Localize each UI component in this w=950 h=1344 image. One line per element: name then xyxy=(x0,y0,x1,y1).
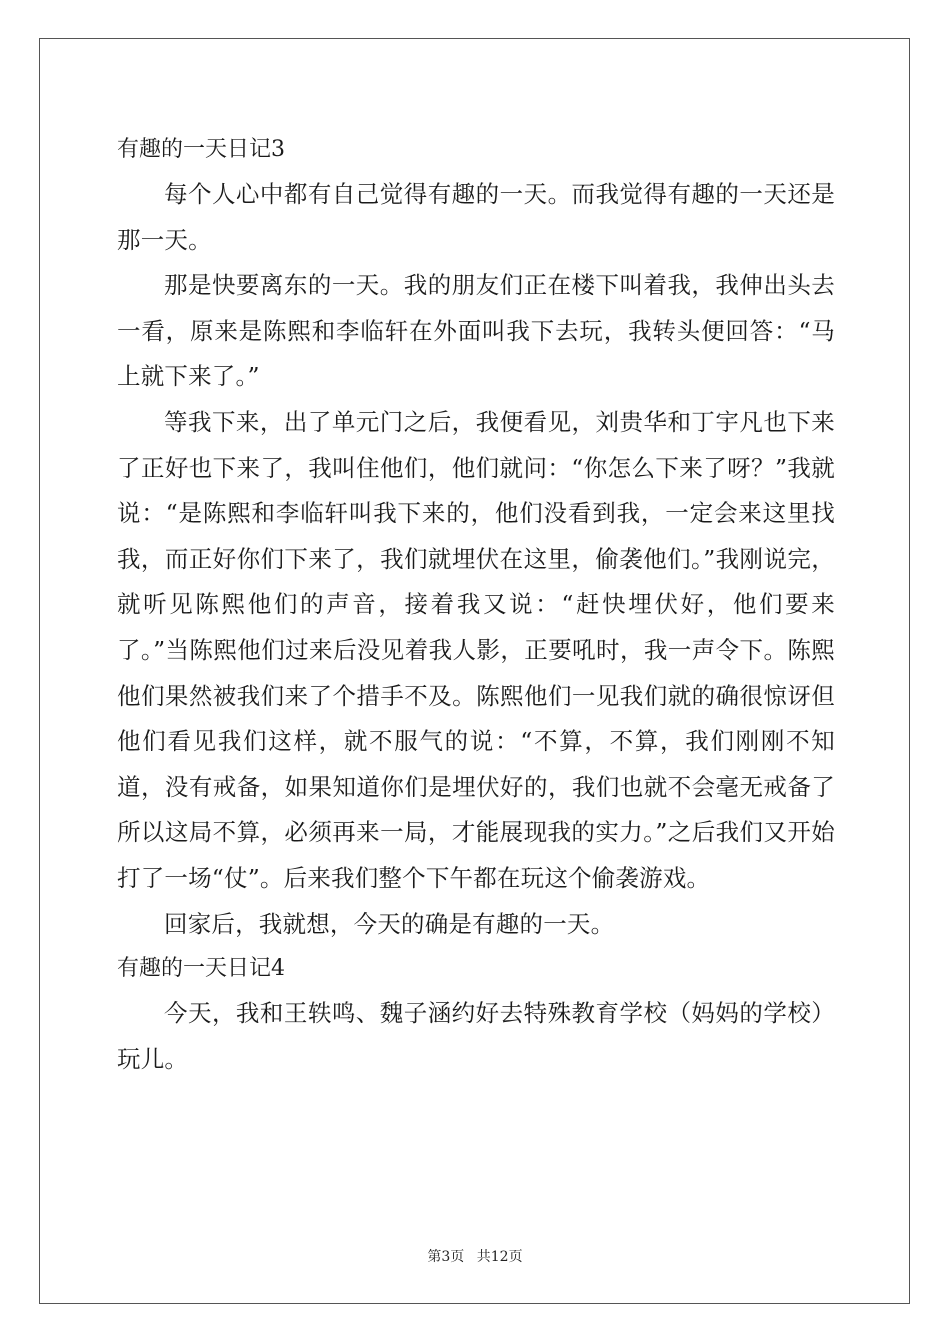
section-title: 有趣的一天日记3 xyxy=(117,137,285,162)
page-total: 共12页 xyxy=(476,1249,523,1265)
paragraph: 那是快要离东的一天。我的朋友们正在楼下叫着我，我伸出头去一看，原来是陈熙和李临轩在外面叫我下去玩，我转头便回答：“马上就下来了。” xyxy=(117,271,835,391)
paragraph: 今天，我和王轶鸣、魏子涵约好去特殊教育学校（妈妈的学校）玩儿。 xyxy=(117,999,835,1073)
page-footer xyxy=(0,1246,950,1266)
paragraph: 回家后，我就想，今天的确是有趣的一天。 xyxy=(164,909,615,938)
page-number: 第3页 xyxy=(427,1249,465,1265)
document-body xyxy=(117,128,835,1082)
paragraph: 每个人心中都有自己觉得有趣的一天。而我觉得有趣的一天还是那一天。 xyxy=(117,180,835,254)
section-title: 有趣的一天日记4 xyxy=(117,956,285,982)
paragraph: 等我下来，出了单元门之后，我便看见，刘贵华和丁宇凡也下来了正好也下来了，我叫住他们，他们就问：“你怎么下来了呀？”我就说：“是陈熙和李临轩叫我下来的，他们没看到我，一定会来这里找我，而正好你们下来了，我们就埋伏在这里，偷袭他们。”我刚说完，就听见陈熙他们的声音，接着我又说：“赶快埋伏好，他们要来了。”当陈熙他们过来后没见着我人影，正要吼时，我一声令下。陈熙他们果然被我们来了个措手不及。陈熙他们一见我们就的确很惊讶但他们看见我们这样，就不服气的说：“不算，不算，我们刚刚不知道，没有戒备，如果知道你们是埋伏好的，我们也就不会毫无戒备了所以这局不算，必须再来一局，才能展现我的实力。”之后我们又开始打了一场“仗”。后来我们整个下午都在玩这个偷袭游戏。 xyxy=(117,407,835,892)
